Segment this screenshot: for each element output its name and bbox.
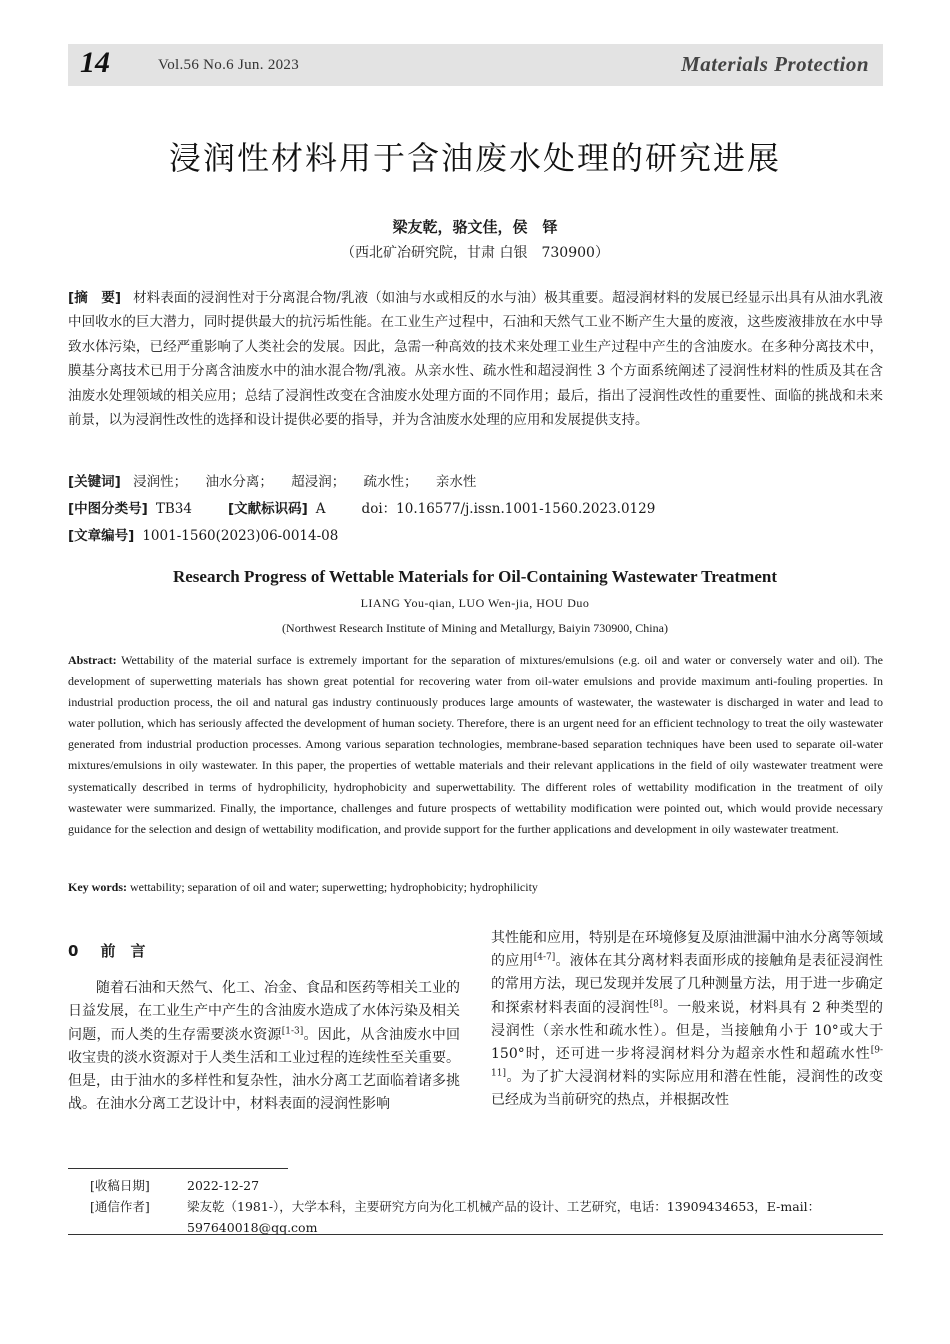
citation: [4-7] [533,952,556,963]
body-text: 。为了扩大浸润材料的实际应用和潜在性能，浸润性的改变已经成为当前研究的热点，并根据改性 [491,1069,883,1109]
body-text: 。因此，从含油废水中回收宝贵的淡水资源对于人类生活和工业过程的连续性至关重要。但是，由于油水的多样性和复杂性，油水分离工艺面临着诸多挑战。在油水分离工艺设计中，材料表面的浸润性影响 [68,1026,461,1113]
section-title: 前 言 [100,942,146,960]
received-date: 2022-12-27 [187,1178,260,1193]
keywords-zh-label: [关键词] [68,474,121,490]
body-column-left [68,940,460,1116]
running-header [68,44,883,86]
abstract-en-text: Wettability of the material surface is extremely important for the separation of mixtures/emulsions (e.g. oil and water or conversely water and oil). The development of superwetting materials has shown great potential for recovering water from oil-water emulsions and provide maximum anti-fouling properties. In industrial production process, the oil and natural gas industry continuously produces large amounts of wastewater, the wastewater is discharged in water and lead to water pollution, which has seriously affected the development of human society. Therefore, there is an urgent need for an efficient technology to treat the oily wastewater generated from industrial production processes. Among various separation technologies, membrane-based separation techniques have been used to separate oil-water mixtures/emulsions in oily wastewater. In this paper, the properties of wettable materials and their relevant applications in the field of oily wastewater treatment were systematically described in terms of hydrophilicity, hydrophobicity and superwettability. The different roles of wettability modification in the treatment of oily wastewater were summarized. Finally, the importance, challenges and future prospects of wettability modification were pointed out, which would provide necessary guidance for the selection and design of wettability modification, and provide support for the further applications and development in oily wastewater treatment. [68,653,883,836]
keyword-zh: 亲水性 [435,474,477,490]
footnote-author [90,1196,883,1238]
abstract-zh-label: [摘 要] [68,290,122,306]
doi-value: 10.16577/j.issn.1001-1560.2023.0129 [396,501,656,517]
footnote-received [90,1175,883,1196]
keywords-en-text: wettability; separation of oil and water; superwetting; hydrophobicity; hydrophilicity [130,880,538,894]
keywords-en-label: Key words: [68,880,127,894]
article-number-label: [文章编号] [68,528,135,544]
doc-code-label: [文献标识码] [227,501,308,517]
citation: [9-11] [491,1045,883,1079]
doi-label: doi： [361,501,397,517]
keyword-zh: 超浸润； [291,474,346,490]
keywords-zh [68,470,883,490]
abstract-en [68,650,883,840]
section-number: 0 [68,942,79,960]
keyword-zh: 疏水性； [363,474,418,490]
body-paragraph [68,977,460,1116]
journal-name: Materials Protection [681,52,869,76]
page-number: 14 [80,46,110,79]
classification-line [68,497,883,517]
footnote-divider [68,1168,288,1169]
article-title-zh: 浸润性材料用于含油废水处理的研究进展 [168,139,781,177]
body-paragraph [491,927,883,1113]
citation: [8] [649,998,663,1009]
clc-value: TB34 [155,501,192,517]
section-heading [68,940,460,963]
keywords-en [68,880,883,895]
affiliation-zh: （西北矿冶研究院，甘肃 白银 730900） [341,245,609,261]
authors-zh: 梁友乾，骆文佳，侯 铎 [392,218,558,236]
doc-code-value: A [315,501,326,517]
article-title-en: Research Progress of Wettable Materials for Oil-Containing Wastewater Treatment [172,567,778,586]
keyword-zh: 浸润性； [133,474,188,490]
footnotes [90,1175,883,1238]
affiliation-en: (Northwest Research Institute of Mining and Metallurgy, Baiyin 730900, China) [282,621,668,635]
abstract-zh [68,286,883,432]
corresponding-author-info: 梁友乾（1981-），大学本科，主要研究方向为化工机械产品的设计、工艺研究，电话：13909434653，E-mail：597640018@qq.com [187,1199,821,1235]
received-label: [收稿日期] [90,1178,150,1193]
body-column-right [491,927,883,1113]
body-text: 其性能和应用，特别是在环境修复及原油泄漏中油水分离等领域的应用 [491,930,883,970]
clc-label: [中图分类号] [68,501,148,517]
issue-info: Vol.56 No.6 Jun. 2023 [158,57,300,73]
abstract-zh-text: 材料表面的浸润性对于分离混合物/乳液（如油与水或相反的水与油）极其重要。超浸润材料的发展已经显示出具有从油水乳液中回收水的巨大潜力，同时提供最大的抗污垢性能。在工业生产过程中，石油和天然气工业不断产生大量的废液，这些废液排放在水中导致水体污染，已经严重影响了人类社会的发展。因此，急需一种高效的技术来处理工业生产过程中产生的含油废水。在多种分离技术中，膜基分离技术已用于分离含油废水中的油水混合物/乳液。从亲水性、疏水性和超浸润性 3 个方面系统阐述了浸润性材料的性质及其在含油废水处理领域的相关应用；总结了浸润性改变在含油废水处理方面的不同作用；最后，指出了浸润性改性的重要性、面临的挑战和未来前景，以为浸润性改性的选择和设计提供必要的指导，并为含油废水处理的应用和发展提供支持。 [68,290,884,429]
body-text: 。液体在其分离材料表面形成的接触角是表征浸润性的常用方法，现已发现并发展了几种测量方法，用于进一步确定和探索材料表面的浸润性 [491,953,884,1016]
keyword-zh: 油水分离； [205,474,273,490]
abstract-en-label: Abstract: [68,653,117,667]
article-number-value: 1001-1560(2023)06-0014-08 [142,528,339,544]
article-number-line [68,524,883,544]
body-text: 。一般来说，材料具有 2 种类型的浸润性（亲水性和疏水性）。但是，当接触角小于 10°或大于 150°时，还可进一步将浸润材料分为超亲水性和超疏水性 [491,999,884,1063]
corresponding-author-label: [通信作者] [90,1199,150,1214]
bottom-divider [68,1234,883,1235]
authors-en: LIANG You-qian, LUO Wen-jia, HOU Duo [360,596,590,610]
body-text: 随着石油和天然气、化工、冶金、食品和医药等相关工业的日益发展，在工业生产中产生的含油废水造成了水体污染及相关问题，而人类的生存需要淡水资源 [68,980,460,1043]
citation: [1-3] [281,1025,304,1036]
